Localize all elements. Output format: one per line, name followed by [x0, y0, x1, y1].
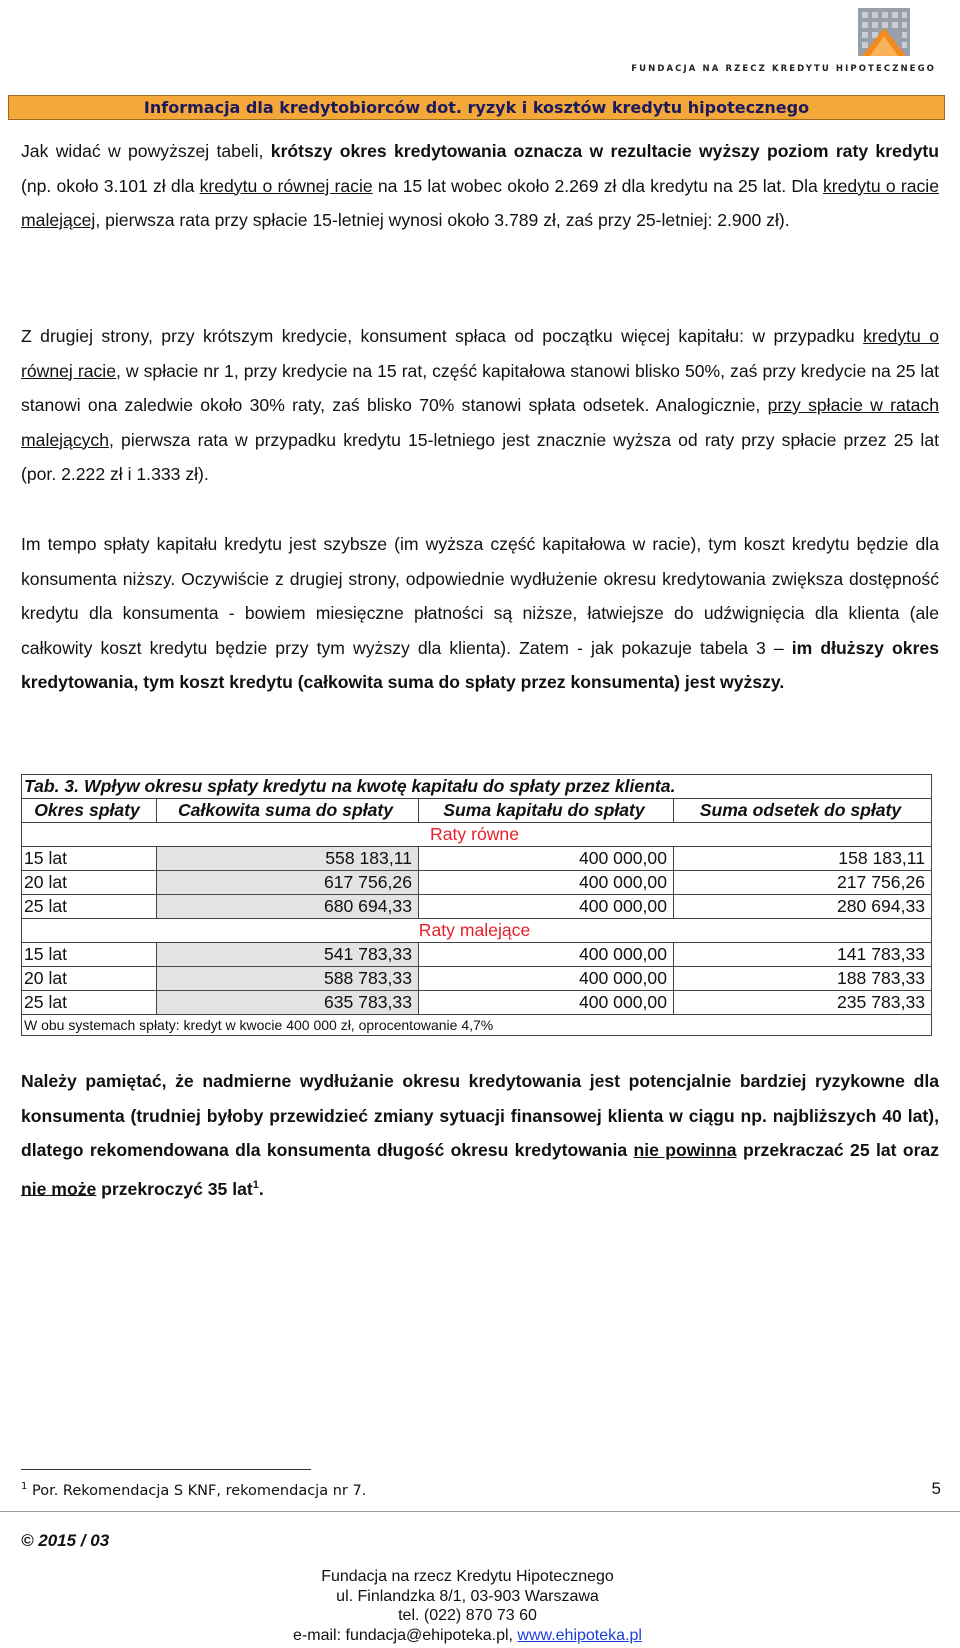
- total-cell: 617 756,26: [157, 871, 419, 895]
- interest-cell: 158 183,11: [674, 847, 932, 871]
- underlined-run: przy spłacie w ratach malejących: [21, 395, 940, 450]
- footnote-text: Por. Rekomendacja S KNF, rekomendacja nr 7.: [27, 1482, 367, 1499]
- section-row: [22, 919, 932, 943]
- period-cell: 15 lat: [22, 847, 157, 871]
- text-run: przekraczać 25 lat oraz: [736, 1140, 940, 1160]
- website-link[interactable]: www.ehipoteka.pl: [517, 1626, 642, 1644]
- total-cell: 680 694,33: [157, 895, 419, 919]
- footer-address: [0, 1567, 935, 1645]
- text-run: na 15 lat wobec około 2.269 zł dla kredytu na 25 lat. Dla: [372, 175, 823, 196]
- underlined-run: kredytu o racie malejącej: [21, 175, 939, 230]
- total-cell: 558 183,11: [157, 847, 419, 871]
- interest-cell: 280 694,33: [674, 895, 932, 919]
- period-cell: 25 lat: [22, 895, 157, 919]
- paragraph-2: [21, 319, 939, 492]
- footer-divider: [0, 1511, 960, 1512]
- column-header: Okres spłaty: [22, 799, 157, 823]
- text-run: , pierwsza rata w przypadku kredytu 15-letniego jest znacznie wyższa od raty przy spłacie przez 25 lat (por. 2.222 zł i 1.333 zł).: [21, 429, 939, 484]
- banner-title: Informacja dla kredytobiorców dot. ryzyk i kosztów kredytu hipotecznego: [143, 98, 810, 117]
- underlined-run: nie może: [21, 1178, 97, 1199]
- page-number: 5: [931, 1479, 941, 1498]
- email-text: e-mail: fundacja@ehipoteka.pl,: [293, 1626, 518, 1644]
- table-caption: Tab. 3. Wpływ okresu spłaty kredytu na kwotę kapitału do spłaty przez klienta.: [22, 775, 932, 799]
- copyright: © 2015 / 03: [21, 1531, 110, 1550]
- capital-cell: 400 000,00: [419, 871, 674, 895]
- text-run: Z drugiej strony, przy krótszym kredycie, konsument spłaca od początku więcej kapitału: w przypadku: [21, 326, 864, 346]
- interest-cell: 217 756,26: [674, 871, 932, 895]
- footer-line: ul. Finlandzka 8/1, 03-903 Warszawa: [336, 1587, 599, 1605]
- total-cell: 541 783,33: [157, 943, 419, 967]
- footnote-ref[interactable]: 1: [252, 1178, 259, 1191]
- table-row: [22, 847, 932, 871]
- text-run: Jak widać w powyższej tabeli,: [21, 141, 271, 161]
- period-cell: 25 lat: [22, 991, 157, 1015]
- interest-cell: 188 783,33: [674, 967, 932, 991]
- footer-line: tel. (022) 870 73 60: [398, 1607, 537, 1624]
- text-run: (np. około 3.101 zł dla: [21, 175, 200, 196]
- bold-run: krótszy okres kredytowania oznacza w rezultacie wyższy poziom raty kredytu: [270, 141, 939, 161]
- text-run: , w spłacie nr 1, przy kredycie na 15 rat, część kapitałowa stanowi blisko 50%, zaś przy kredycie na 25 lat stanowi ona zaledwie około 30% raty, zaś blisko 70% stanowi spłata odsetek. Analogicznie,: [21, 360, 939, 415]
- underlined-run: nie powinna: [633, 1140, 737, 1160]
- loan-period-table: [21, 774, 932, 1036]
- section-label: Raty malejące: [22, 919, 932, 943]
- footnote-divider: [21, 1469, 311, 1470]
- total-cell: 635 783,33: [157, 991, 419, 1015]
- text-run: przekroczyć 35 lat: [96, 1178, 253, 1199]
- paragraph-3: [21, 527, 939, 700]
- capital-cell: 400 000,00: [419, 991, 674, 1015]
- house-logo-icon: [856, 6, 912, 58]
- capital-cell: 400 000,00: [419, 943, 674, 967]
- table-note: W obu systemach spłaty: kredyt w kwocie 400 000 zł, oprocentowanie 4,7%: [22, 1015, 932, 1036]
- paragraph-1: [21, 134, 939, 238]
- table-row: [22, 967, 932, 991]
- table-header-row: [22, 799, 932, 823]
- footer-contact: [0, 1626, 935, 1646]
- period-cell: 15 lat: [22, 943, 157, 967]
- bold-run: im dłuższy okres kredytowania, tym koszt kredytu (całkowita suma do spłaty przez konsumenta) jest wyższy.: [21, 637, 939, 692]
- text-run: Należy pamiętać, że nadmierne wydłużanie okresu kredytowania jest potencjalnie bardziej ryzykowne dla konsumenta (trudniej byłoby przewidzieć zmiany sytuacji finansowej klienta w ciągu np. najbliższych 40 lat), dlatego rekomendowana dla konsumenta długość okresu kredytowania: [21, 1071, 939, 1160]
- footer-line: Fundacja na rzecz Kredytu Hipotecznego: [321, 1568, 614, 1585]
- period-cell: 20 lat: [22, 871, 157, 895]
- column-header: Suma odsetek do spłaty: [674, 799, 932, 823]
- table-row: [22, 871, 932, 895]
- text-run: , pierwsza rata przy spłacie 15-letniej wynosi około 3.789 zł, zaś przy 25-letniej: 2.900 zł).: [95, 210, 790, 230]
- logo-text: FUNDACJA NA RZECZ KREDYTU HIPOTECZNEGO: [631, 64, 936, 74]
- column-header: Całkowita suma do spłaty: [157, 799, 419, 823]
- total-cell: 588 783,33: [157, 967, 419, 991]
- capital-cell: 400 000,00: [419, 895, 674, 919]
- capital-cell: 400 000,00: [419, 967, 674, 991]
- interest-cell: 235 783,33: [674, 991, 932, 1015]
- column-header: Suma kapitału do spłaty: [419, 799, 674, 823]
- underlined-run: kredytu o równej racie: [199, 175, 373, 196]
- section-row: [22, 823, 932, 847]
- paragraph-4: [21, 1064, 939, 1206]
- footnote-mark: 1: [21, 1481, 28, 1492]
- footnote: [21, 1481, 366, 1499]
- table-row: [22, 895, 932, 919]
- document-banner: [8, 95, 945, 120]
- table-row: [22, 991, 932, 1015]
- text-run: Im tempo spłaty kapitału kredytu jest szybsze (im wyższa część kapitałowa w racie), tym koszt kredytu będzie dla konsumenta niższy. Oczywiście z drugiej strony, odpowiednie wydłużenie okresu kredytowania zwiększa dostępność kredytu dla konsumenta - bowiem miesięczne płatności są niższe, łatwiejsze do udźwignięcia dla klienta (ale całkowity koszt kredytu będzie przy tym wyższy dla klienta). Zatem - jak pokazuje tabela 3 –: [21, 534, 939, 658]
- underlined-run: kredytu o równej racie: [21, 326, 939, 381]
- section-label: Raty równe: [22, 823, 932, 847]
- foundation-logo: [622, 6, 940, 72]
- table-row: [22, 943, 932, 967]
- capital-cell: 400 000,00: [419, 847, 674, 871]
- text-run: .: [258, 1178, 264, 1199]
- period-cell: 20 lat: [22, 967, 157, 991]
- interest-cell: 141 783,33: [674, 943, 932, 967]
